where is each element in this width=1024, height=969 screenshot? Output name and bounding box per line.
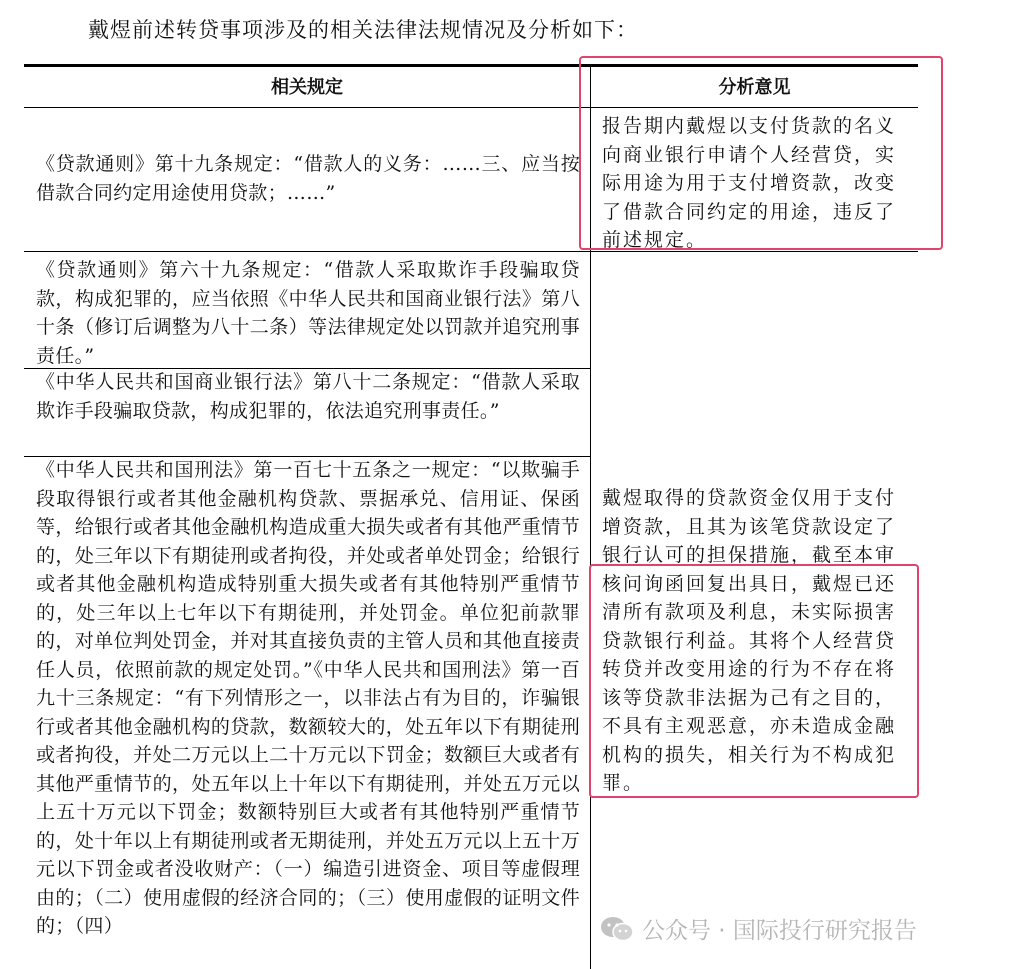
highlight-box-analysis-2 (589, 564, 919, 798)
wechat-icon (600, 915, 634, 943)
header-regulations: 相关规定 (271, 77, 343, 98)
watermark (600, 912, 917, 945)
header-analysis: 分析意见 (718, 77, 791, 98)
highlight-box-analysis-1 (579, 56, 943, 250)
table-row: 《中华人民共和国商业银行法》第八十二条规定：“借款人采取欺诈手段骗取贷款，构成犯罪的，依法追究刑事责任。” (36, 371, 580, 422)
intro-text: 戴煜前述转贷事项涉及的相关法律法规情况及分析如下： (88, 18, 638, 42)
watermark-text: 公众号 · 国际投行研究报告 (642, 918, 917, 944)
table-row: 《贷款通则》第十九条规定：“借款人的义务：……三、应当按借款合同约定用途使用贷款；……” (36, 153, 580, 204)
table-row: 《中华人民共和国刑法》第一百七十五条之一规定：“以欺骗手段取得银行或者其他金融机构贷款、票据承兑、信用证、保函等，给银行或者其他金融机构造成重大损失或者有其他严重情节的，处三年以下有期徒刑或者拘役，并处或者单处罚金；给银行或者其他金融机构造成特别重大损失或者有其他特别严重情节的，处三年以上七年以下有期徒刑，并处罚金。单位犯前款罪的，对单位判处罚金，并对其直接负责的主管人员和其他直接责任人员，依照前款的规定处罚。”《中华人民共和国刑法》第一百九十三条规定：“有下列情形之一，以非法占有为目的，诈骗银行或者其他金融机构的贷款，数额较大的，处五年以下有期徒刑或者拘役，并处二万元以上二十万元以下罚金；数额巨大或者有其他严重情节的，处五年以上十年以下有期徒刑，并处五万元以上五十万元以下罚金；数额特别巨大或者有其他特别严重情节的，处十年以上有期徒刑或者无期徒刑，并处五万元以上五十万元以下罚金或者没收财产：（一）编造引进资金、项目等虚假理由的；（二）使用虚假的经济合同的；（三）使用虚假的证明文件的；（四） (36, 459, 580, 937)
analysis-opinion-2: 戴煜取得的贷款资金仅用于支付增资款，且其为该笔贷款设定了银行认可的担保措施，截至本审核问询函回复出具日，戴煜已还清所有款项及利息，未实际损害贷款银行利益。其将个人经营贷转贷并改变用途的行为不存在将该等贷款非法据为己有之目的，不具有主观恶意，亦未造成金融机构的损失，相关行为不构成犯罪。 (602, 487, 897, 794)
analysis-opinion-1: 报告期内戴煜以支付货款的名义向商业银行申请个人经营贷，实际用途为用于支付增资款，改变了借款合同约定的用途，违反了前述规定。 (602, 115, 897, 251)
table-row: 《贷款通则》第六十九条规定：“借款人采取欺诈手段骗取贷款，构成犯罪的，应当依照《中华人民共和国商业银行法》第八十条（修订后调整为八十二条）等法律规定处以罚款并追究刑事责任。” (36, 259, 580, 367)
